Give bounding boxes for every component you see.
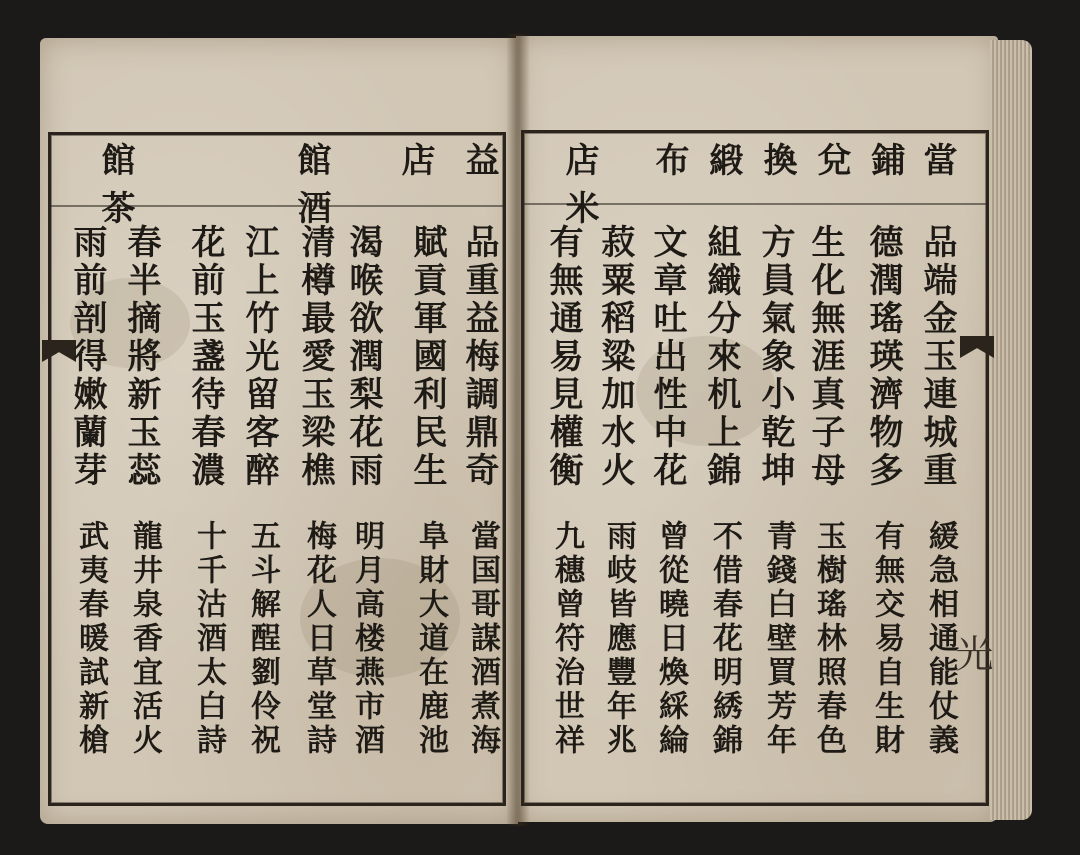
header-dui: 兌 (811, 142, 851, 190)
couplet-line: 德潤瑤瑛濟物多 (863, 224, 903, 490)
couplet-line: 十千沽酒太白詩 (191, 520, 226, 758)
header-jiu-guan: 館酒 (291, 142, 331, 238)
couplet-line: 有無通易見權衡 (543, 224, 583, 490)
couplet-line: 玉樹瑤林照春色 (811, 520, 846, 758)
header-duan: 緞 (703, 142, 743, 190)
couplet-line: 雨岐皆應豐年兆 (601, 520, 636, 758)
couplet-line: 賦貢軍國利民生 (407, 224, 447, 490)
header-huan: 換 (757, 142, 797, 190)
couplet-line: 江上竹光留客醉 (239, 224, 279, 490)
header-yi: 益 (459, 142, 499, 190)
margin-note: 光 (949, 634, 993, 676)
couplet-line: 品端金玉連城重 (917, 224, 957, 490)
couplet-line: 方員氣象小乾坤 (755, 224, 795, 490)
header-pu: 鋪 (865, 142, 905, 190)
page-edges (990, 40, 1032, 820)
couplet-line: 青錢白壁買芳年 (761, 520, 796, 758)
couplet-line: 曾從曉日煥綵綸 (653, 520, 688, 758)
couplet-line: 菽粟稻粱加水火 (595, 224, 635, 490)
couplet-line: 生化無涯真子母 (805, 224, 845, 490)
couplet-line: 清樽最愛玉梁樵 (295, 224, 335, 490)
couplet-line: 渴喉欲潤梨花雨 (343, 224, 383, 490)
couplet-line: 春半摘將新玉蕊 (121, 224, 161, 490)
couplet-line: 龍井泉香宜活火 (127, 520, 162, 758)
couplet-line: 武夷春暖試新槍 (73, 520, 108, 758)
couplet-line: 當国哥謀酒煮海 (465, 520, 500, 758)
couplet-line: 花前玉盞待春濃 (185, 224, 225, 490)
header-cha-guan: 館茶 (95, 142, 135, 238)
header-dian: 店 (395, 142, 435, 190)
couplet-line: 梅花人日草堂詩 (301, 520, 336, 758)
couplet-line: 阜財大道在鹿池 (413, 520, 448, 758)
couplet-line: 明月高楼燕市酒 (349, 520, 384, 758)
couplet-line: 緩急相通能仗義 (923, 520, 958, 758)
couplet-line: 九穗曾符治世祥 (549, 520, 584, 758)
header-mi-dian: 店米 (559, 142, 599, 238)
couplet-line: 雨前剖得嫩蘭芽 (67, 224, 107, 490)
header-dang: 當 (917, 142, 957, 190)
couplet-line: 有無交易自生財 (869, 520, 904, 758)
couplet-line: 文章吐出性中花 (647, 224, 687, 490)
couplet-line: 品重益梅調鼎奇 (459, 224, 499, 490)
couplet-line: 組織分來机上錦 (701, 224, 741, 490)
couplet-line: 五斗解酲劉伶祝 (245, 520, 280, 758)
header-bu: 布 (649, 142, 689, 190)
couplet-line: 不借春花明綉錦 (707, 520, 742, 758)
